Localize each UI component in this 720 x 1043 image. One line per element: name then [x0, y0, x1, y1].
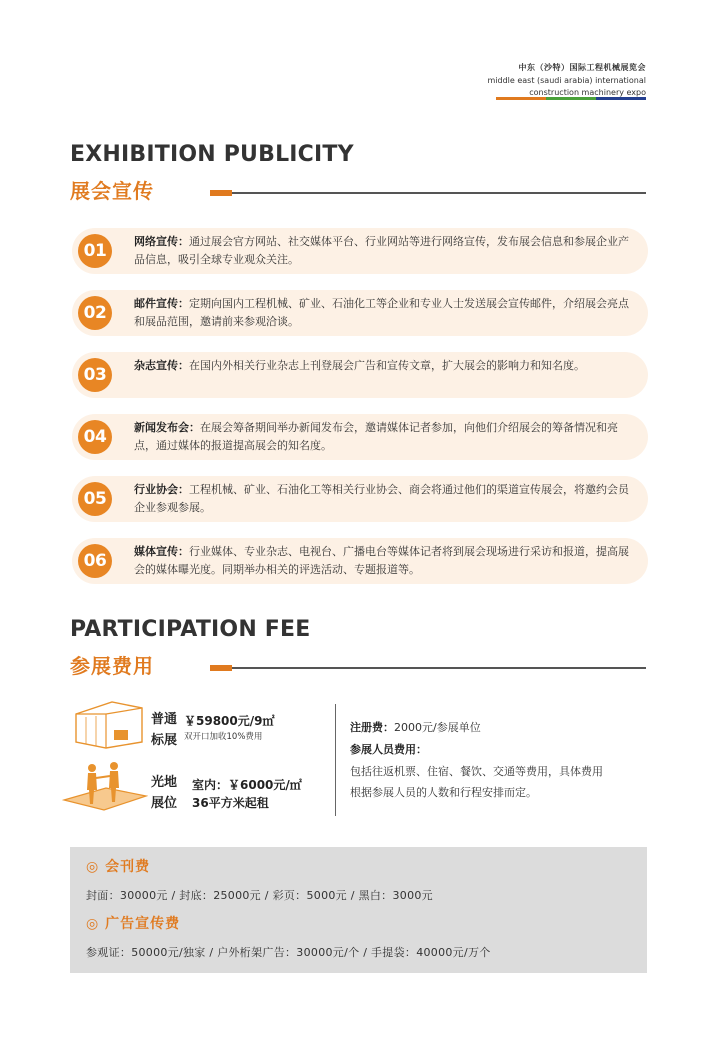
item-label: 行业协会：	[134, 483, 189, 496]
brand-bar-orange	[496, 97, 546, 100]
fee-vertical-divider	[335, 704, 336, 816]
item-number-badge: 01	[78, 234, 112, 268]
item-label: 杂志宣传：	[134, 359, 189, 372]
standard-booth-note: 双开口加收10%费用	[184, 732, 263, 742]
publicity-item	[72, 538, 648, 584]
item-text	[134, 357, 634, 375]
fee-divider	[210, 667, 646, 669]
brand-bar-green	[546, 97, 596, 100]
item-label: 新闻发布会：	[134, 421, 200, 434]
fee-title-cn: 参展费用	[70, 654, 154, 678]
raw-space-title-1: 光地	[151, 775, 178, 790]
standard-booth-icon	[72, 700, 146, 750]
item-text	[134, 233, 634, 269]
item-desc: 在展会筹备期间举办新闻发布会，邀请媒体记者参加，向他们介绍展会的筹备情况和亮点，通过媒体的报道提高展会的知名度。	[134, 421, 618, 452]
personnel-fee-text-2: 根据参展人员的人数和行程安排而定。	[350, 786, 537, 799]
brand-color-bar	[496, 97, 646, 100]
registration-fee-label: 注册费：	[350, 721, 394, 734]
item-number-badge: 05	[78, 482, 112, 516]
raw-space-note: 36平方米起租	[192, 796, 269, 810]
expo-title-en-2: construction machinery expo	[529, 88, 646, 97]
expo-title-cn: 中东（沙特）国际工程机械展览会	[518, 63, 646, 72]
personnel-fee-label	[350, 740, 427, 760]
ad-fee-line: 参观证：50000元/独家 / 户外桁架广告：30000元/个 / 手提袋：40000元/万个	[86, 946, 491, 959]
expo-title-en-1: middle east (saudi arabia) international	[487, 76, 646, 85]
item-desc: 通过展会官方网站、社交媒体平台、行业网站等进行网络宣传，发布展会信息和参展企业产品信息，吸引全球专业观众关注。	[134, 235, 629, 266]
raw-space-title	[151, 772, 177, 814]
journal-fee-line: 封面：30000元 / 封底：25000元 / 彩页：5000元 / 黑白：3000元	[86, 889, 433, 902]
publicity-title-cn: 展会宣传	[70, 179, 154, 203]
fee-title-en: PARTICIPATION FEE	[70, 617, 311, 642]
standard-booth-price: ￥59800元/9㎡	[184, 714, 275, 728]
publicity-divider	[210, 192, 646, 194]
item-number-badge: 03	[78, 358, 112, 392]
item-text	[134, 543, 634, 579]
item-number-badge: 02	[78, 296, 112, 330]
publicity-item	[72, 290, 648, 336]
item-number-badge: 04	[78, 420, 112, 454]
standard-booth-title-1: 普通	[151, 712, 178, 727]
extra-fees-panel	[70, 847, 647, 973]
item-text	[134, 295, 634, 331]
publicity-title-en: EXHIBITION PUBLICITY	[70, 142, 354, 167]
item-number-badge: 06	[78, 544, 112, 578]
standard-booth-title	[151, 709, 177, 751]
standard-booth-title-2: 标展	[151, 733, 178, 748]
item-desc: 工程机械、矿业、石油化工等相关行业协会、商会将通过他们的渠道宣传展会，将邀约会员企业参观参展。	[134, 483, 629, 514]
publicity-item	[72, 476, 648, 522]
raw-space-title-2: 展位	[151, 796, 178, 811]
item-label: 邮件宣传：	[134, 297, 189, 310]
item-label: 网络宣传：	[134, 235, 189, 248]
publicity-item	[72, 414, 648, 460]
brand-bar-blue	[596, 97, 646, 100]
item-text	[134, 419, 634, 455]
publicity-item	[72, 228, 648, 274]
item-desc: 定期向国内工程机械、矿业、石油化工等企业和专业人士发送展会宣传邮件，介绍展会亮点和展品范围，邀请前来参观洽谈。	[134, 297, 629, 328]
raw-space-price: 室内：￥6000元/㎡	[192, 778, 302, 792]
item-desc: 行业媒体、专业杂志、电视台、广播电台等媒体记者将到展会现场进行采访和报道，提高展会的媒体曝光度。同期举办相关的评选活动、专题报道等。	[134, 545, 629, 576]
item-label: 媒体宣传：	[134, 545, 189, 558]
item-desc: 在国内外相关行业杂志上刊登展会广告和宣传文章，扩大展会的影响力和知名度。	[189, 359, 585, 372]
expo-header	[487, 62, 646, 97]
personnel-fee-label-text: 参展人员费用：	[350, 743, 427, 756]
registration-fee	[350, 718, 481, 738]
registration-fee-value: 2000元/参展单位	[394, 721, 481, 734]
personnel-fee-text-1: 包括往返机票、住宿、餐饮、交通等费用，具体费用	[350, 765, 603, 778]
raw-space-booth-icon	[62, 760, 148, 814]
publicity-item	[72, 352, 648, 398]
journal-fee-title: ◎ 会刊费	[86, 859, 151, 875]
ad-fee-title: ◎ 广告宣传费	[86, 916, 181, 932]
item-text	[134, 481, 634, 517]
